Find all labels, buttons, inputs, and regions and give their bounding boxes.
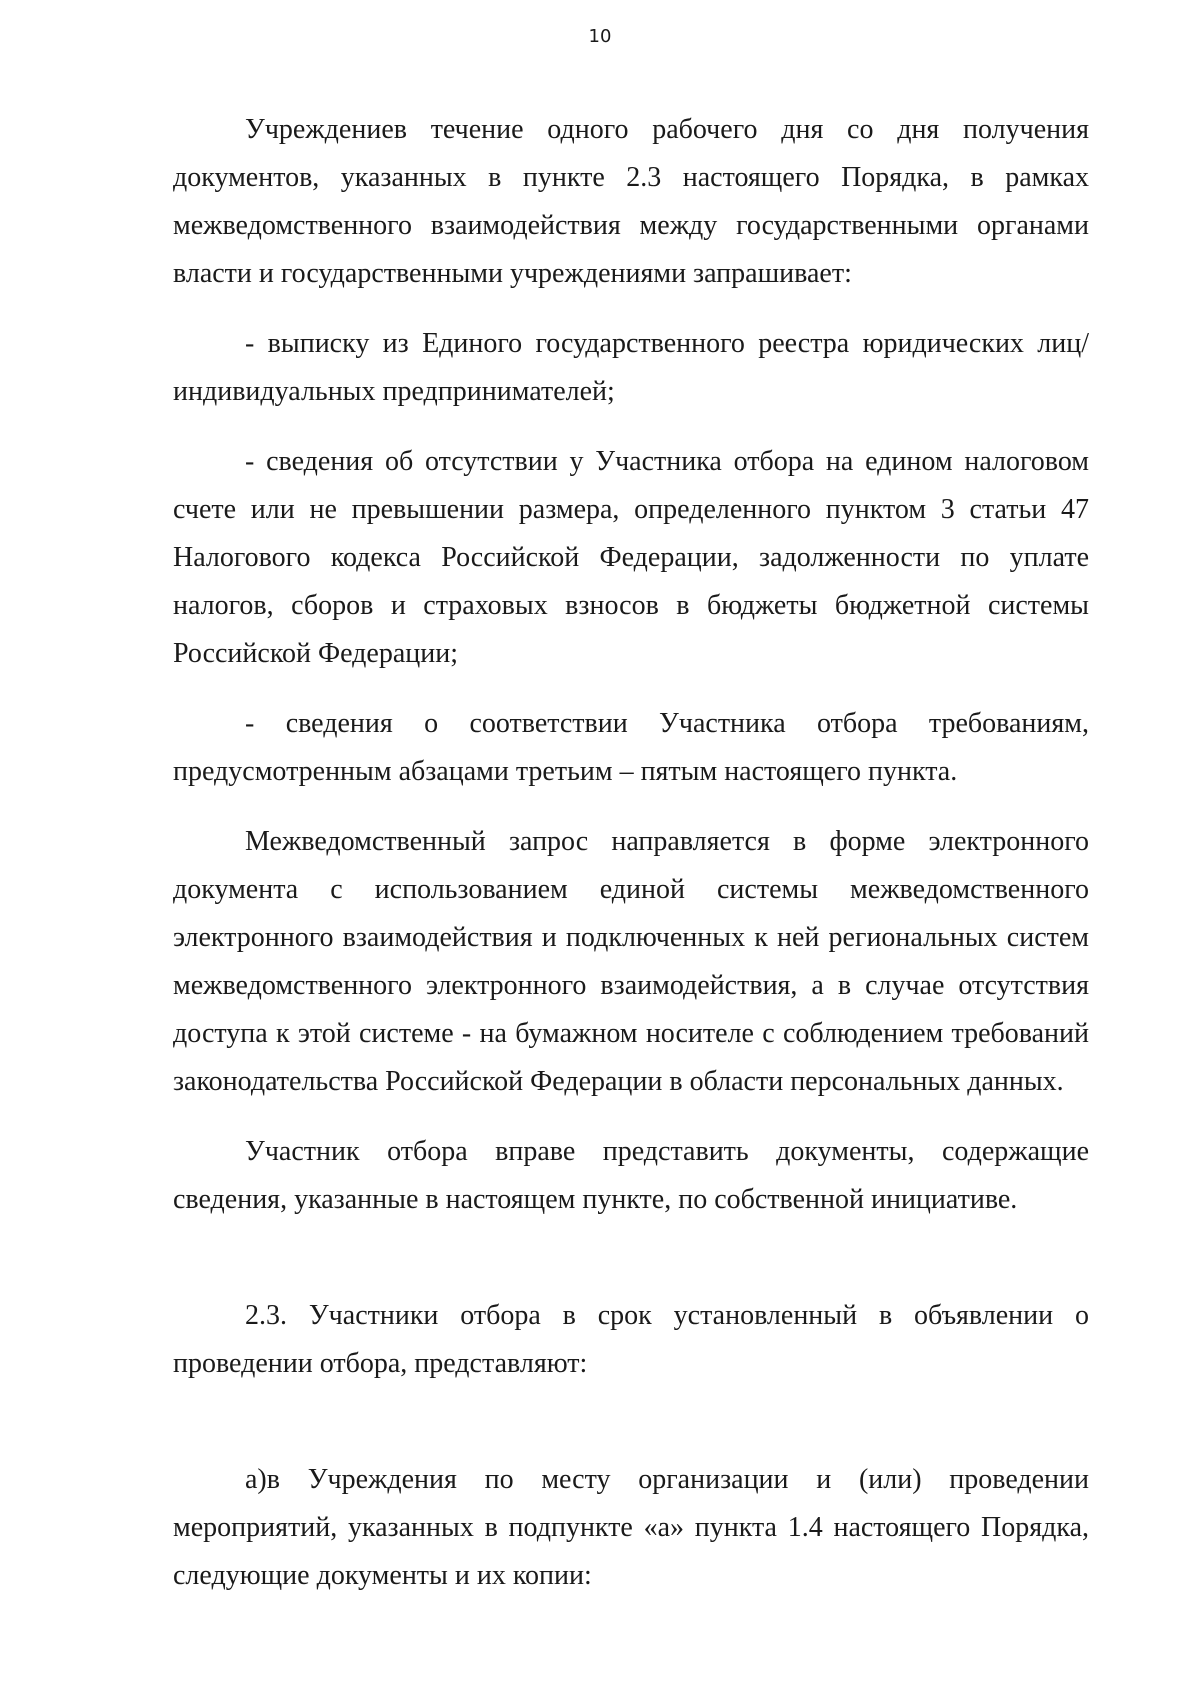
paragraph-request-intro: Учреждениев течение одного рабочего дня со дня получения документов, указанных в пункте 2.3 настоящего Порядка, в рамках межведомственного взаимодействия между государственными органами власти и государственными учреждениями запрашивает: <box>173 114 1089 289</box>
paragraph-registry-extract: - выписку из Единого государственного реестра юридических лиц/индивидуальных предпринимателей; <box>173 328 1089 407</box>
paragraph-own-initiative: Участник отбора вправе представить документы, содержащие сведения, указанные в настоящем пункте, по собственной инициативе. <box>173 1136 1089 1215</box>
paragraph-requirements-compliance: - сведения о соответствии Участника отбора требованиям, предусмотренным абзацами третьим – пятым настоящего пункта. <box>173 708 1089 787</box>
paragraph-tax-debt: - сведения об отсутствии у Участника отбора на едином налоговом счете или не превышении размера, определенного пунктом 3 статьи 47 Налогового кодекса Российской Федерации, задолженности по уплате налогов, сборов и страховых взносов в бюджеты бюджетной системы Российской Федерации; <box>173 446 1089 669</box>
paragraph-subitem-a: а)в Учреждения по месту организации и (или) проведении мероприятий, указанных в подпункте «а» пункта 1.4 настоящего Порядка, следующие документы и их копии: <box>173 1464 1089 1591</box>
paragraph-interagency-request: Межведомственный запрос направляется в форме электронного документа с использованием единой системы межведомственного электронного взаимодействия и подключенных к ней региональных систем межведомственного электронного взаимодействия, а в случае отсутствия доступа к этой системе - на бумажном носителе с соблюдением требований законодательства Российской Федерации в области персональных данных. <box>173 826 1089 1097</box>
document-body <box>173 106 1089 1600</box>
paragraph-section-2-3: 2.3. Участники отбора в срок установленный в объявлении о проведении отбора, представляют: <box>173 1300 1089 1379</box>
page-number: 10 <box>588 26 612 47</box>
